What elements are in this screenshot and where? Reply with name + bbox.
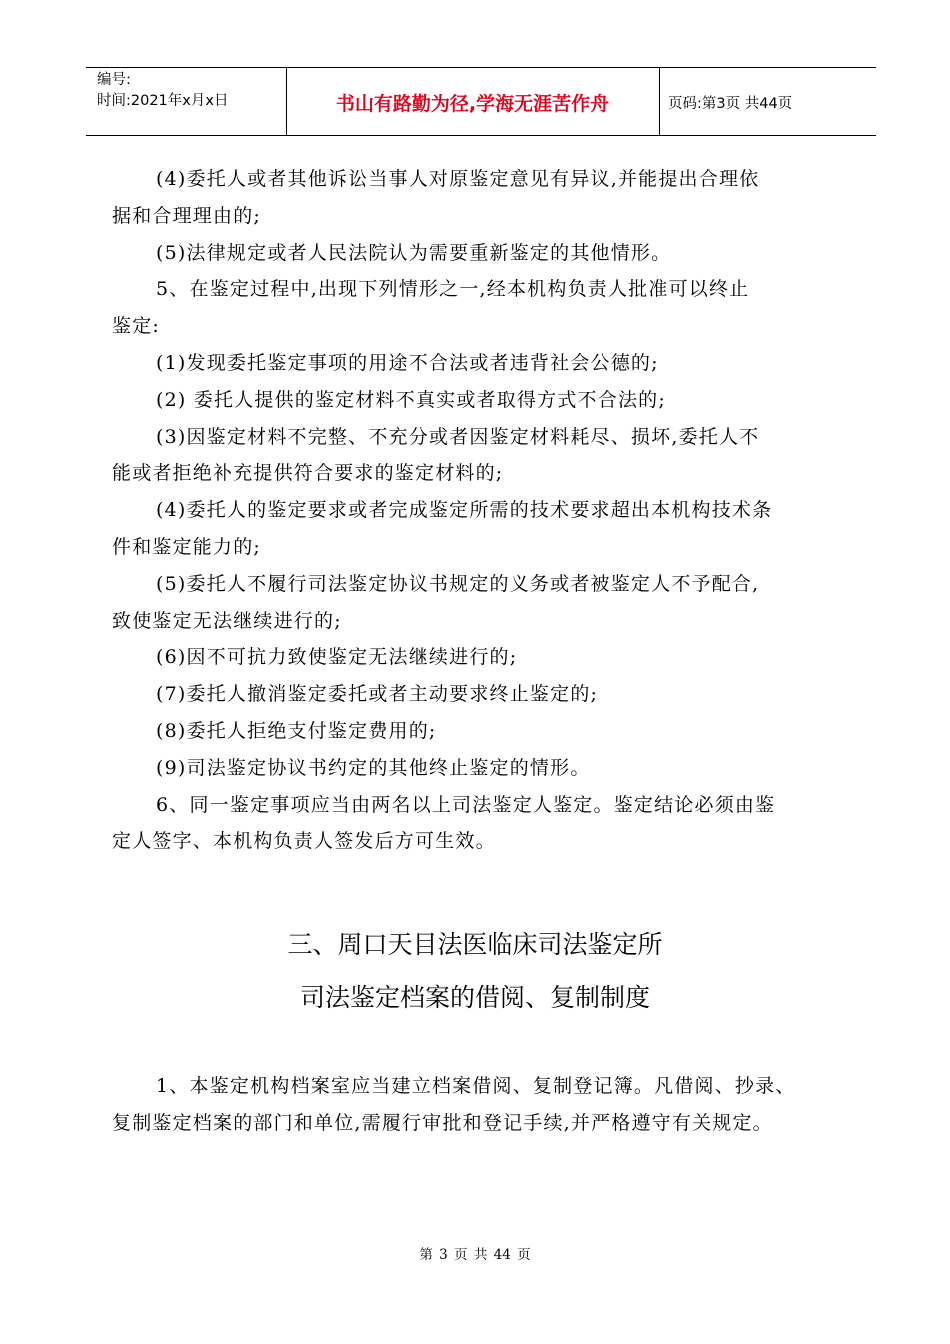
paragraph-line: (5)委托人不履行司法鉴定协议书规定的义务或者被鉴定人不予配合,: [156, 572, 760, 595]
paragraph-line: 5、在鉴定过程中,出现下列情形之一,经本机构负责人批准可以终止: [156, 278, 750, 301]
section-title-line-2: 司法鉴定档案的借阅、复制制度: [299, 983, 650, 1012]
header-divider-right: [659, 67, 660, 135]
header-top-rule: [86, 67, 876, 68]
paragraph-line: 定人签字、本机构负责人签发后方可生效。: [112, 830, 496, 853]
paragraph-line: (3)因鉴定材料不完整、不充分或者因鉴定材料耗尽、损坏,委托人不: [156, 425, 760, 448]
paragraph-line: (4)委托人或者其他诉讼当事人对原鉴定意见有异议,并能提出合理依: [156, 168, 760, 190]
document-date: 时间:2021年x月x日: [97, 93, 229, 109]
paragraph-line: 复制鉴定档案的部门和单位,需履行审批和登记手续,并严格遵守有关规定。: [112, 1112, 773, 1134]
paragraph-line: (1)发现委托鉴定事项的用途不合法或者违背社会公德的;: [156, 351, 659, 374]
paragraph-line: (2) 委托人提供的鉴定材料不真实或者取得方式不合法的;: [156, 388, 666, 411]
header-bottom-rule: [86, 135, 876, 136]
document-code-label: 编号:: [97, 72, 131, 88]
paragraph-line: (6)因不可抗力致使鉴定无法继续进行的;: [156, 646, 518, 669]
paragraph-line: (9)司法鉴定协议书约定的其他终止鉴定的情形。: [156, 756, 591, 779]
section-title-line-1: 三、周口天目法医临床司法鉴定所: [287, 930, 663, 959]
header-motto: 书山有路勤为径,学海无涯苦作舟: [335, 93, 610, 115]
header-page-info: 页码:第3页 共44页: [668, 96, 793, 112]
paragraph-line: (8)委托人拒绝支付鉴定费用的;: [156, 719, 437, 742]
paragraph-line: 1、本鉴定机构档案室应当建立档案借阅、复制登记簿。凡借阅、抄录、: [156, 1075, 796, 1097]
paragraph-line: 据和合理理由的;: [112, 204, 262, 227]
paragraph-line: (5)法律规定或者人民法院认为需要重新鉴定的其他情形。: [156, 241, 672, 264]
body-text: [112, 161, 840, 860]
paragraph-line: (4)委托人的鉴定要求或者完成鉴定所需的技术要求超出本机构技术条: [156, 499, 773, 522]
paragraph-line: 件和鉴定能力的;: [112, 535, 262, 558]
paragraph-line: 6、同一鉴定事项应当由两名以上司法鉴定人鉴定。鉴定结论必须由鉴: [156, 793, 776, 816]
paragraph-line: (7)委托人撤消鉴定委托或者主动要求终止鉴定的;: [156, 683, 599, 706]
section-body-text: [112, 1068, 852, 1142]
page-footer: 第 3 页 共 44 页: [419, 1247, 531, 1263]
paragraph-line: 致使鉴定无法继续进行的;: [112, 609, 342, 632]
paragraph-line: 鉴定:: [112, 315, 161, 338]
paragraph-line: 能或者拒绝补充提供符合要求的鉴定材料的;: [112, 462, 504, 485]
